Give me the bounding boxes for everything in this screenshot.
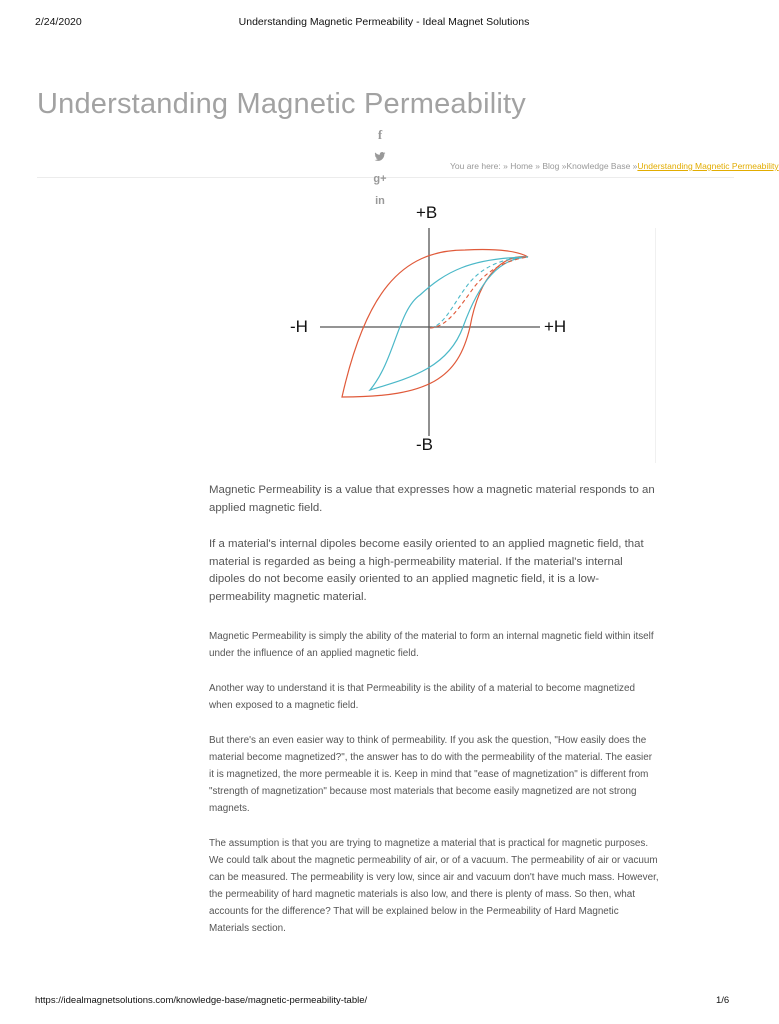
breadcrumb-current-link[interactable]: Understanding Magnetic Permeability (637, 161, 779, 171)
sidebar-divider (655, 228, 656, 463)
print-header-title: Understanding Magnetic Permeability - Ideal Magnet Solutions (238, 16, 530, 28)
facebook-icon[interactable]: f (377, 127, 383, 142)
print-footer-page-number: 1/6 (716, 995, 730, 1006)
breadcrumb-separator: » (632, 161, 638, 171)
breadcrumb-knowledge-base-link[interactable]: Knowledge Base (566, 161, 631, 171)
axis-label-minus-b: -B (416, 435, 433, 454)
breadcrumb (450, 161, 779, 175)
article-body (209, 482, 659, 955)
breadcrumb-separator: » (561, 161, 567, 171)
breadcrumb-prefix: You are here: » (450, 161, 508, 171)
paragraph-3: Magnetic Permeability is simply the ability of the material to form an internal magnetic field within itself under the influence of an applied magnetic field. (209, 631, 654, 659)
google-plus-icon[interactable]: g+ (373, 173, 387, 185)
print-footer-url: https://idealmagnetsolutions.com/knowledge-base/magnetic-permeability-table/ (35, 995, 368, 1006)
print-header-date: 2/24/2020 (35, 16, 82, 28)
axis-label-plus-b: +B (416, 203, 438, 222)
paragraph-2: If a material's internal dipoles become easily oriented to an applied magnetic field, that material is regarded as being a high-permeability material. If the material's internal dipoles do not become easily oriented to an applied magnetic field, it is a low-permeability magnetic material. (209, 538, 644, 603)
hysteresis-loop-diagram (280, 200, 580, 462)
paragraph-4: Another way to understand it is that Permeability is the ability of a material to become magnetized when exposed to a magnetic field. (209, 683, 635, 711)
hysteresis-figure (280, 200, 580, 462)
axis-label-minus-h: -H (290, 317, 308, 336)
twitter-icon[interactable] (370, 146, 390, 168)
paragraph-1: Magnetic Permeability is a value that expresses how a magnetic material responds to an applied magnetic field. (209, 484, 655, 514)
paragraph-6: The assumption is that you are trying to magnetize a material that is practical for magnetic purposes. We could talk about the magnetic permeability of air, or of a vacuum. The permeability of air or vacuum can be measured. The permeability is very low, since air and vacuum don't have much mass. However, the permeability of hard magnetic materials is also low, and there is plenty of mass. So then, what accounts for the difference? That will be explained below in the Permeability of Hard Magnetic Materials section. (209, 838, 659, 934)
social-share-bar (370, 124, 390, 212)
linkedin-icon[interactable]: in (375, 195, 385, 207)
breadcrumb-blog-link[interactable]: Blog (542, 161, 560, 171)
axis-label-plus-h: +H (544, 317, 567, 336)
breadcrumb-separator: » (535, 161, 540, 171)
outer-hysteresis-loop (342, 249, 528, 397)
page-title: Understanding Magnetic Permeability (37, 88, 526, 120)
paragraph-5: But there's an even easier way to think of permeability. If you ask the question, "How easily does the material become magnetized?", the answer has to do with the permeability of the material. The easier it is magnetized, the more permeable it is. Keep in mind that "ease of magnetization" is different from "strength of magnetization" because most materials that become easily magnetized are not strong magnets. (209, 735, 652, 814)
breadcrumb-home-link[interactable]: Home (510, 161, 533, 171)
